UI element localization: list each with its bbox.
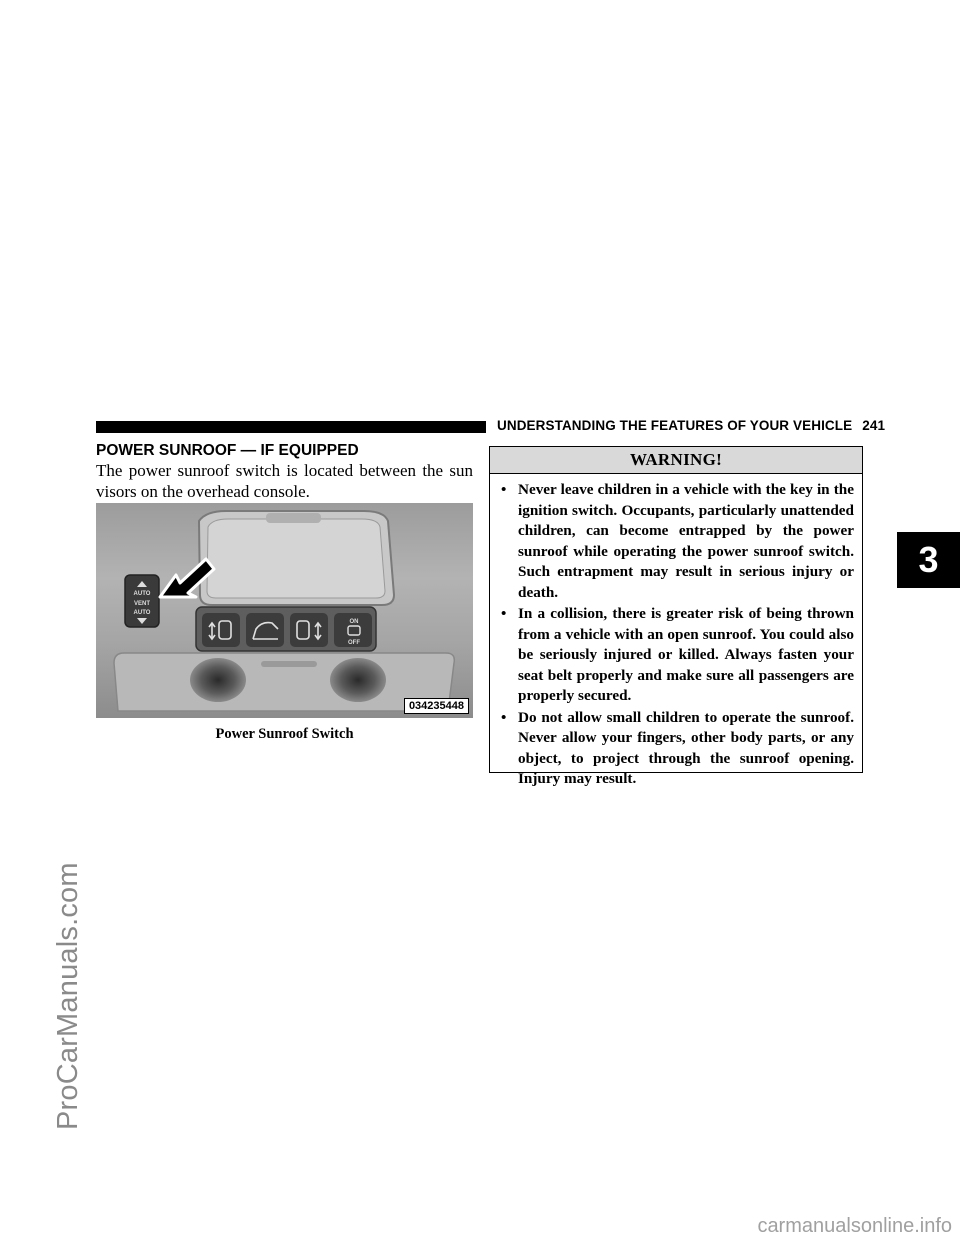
switch-label-middle: VENT [133, 601, 151, 607]
warning-item-text: Never leave children in a vehicle with the key in the ignition switch. Occupants, particularly unattended children, can become entrapped by the power sunroof while operating the power sunroof switch. Such entrapment may result in serious injury or death. [518, 481, 854, 601]
warning-item [501, 604, 854, 707]
overhead-console-photo [96, 503, 473, 718]
warning-item-text: In a collision, there is greater risk of being thrown from a vehicle with an open sunroof. You could also be seriously injured or killed. Always fasten your seat belt properly and make sure all passengers are properly secured. [518, 605, 854, 704]
warning-box [489, 446, 863, 787]
page-number: 241 [862, 418, 886, 433]
switch-label-bottom: AUTO [133, 610, 151, 616]
bullet-icon: • [501, 605, 507, 622]
dome-off-label: OFF [348, 640, 360, 646]
warning-item [501, 708, 854, 790]
figure-caption: Power Sunroof Switch [215, 726, 354, 742]
overhead-console-illustration [96, 503, 473, 718]
bullet-icon: • [501, 481, 507, 498]
section-title: POWER SUNROOF — IF EQUIPPED [96, 442, 359, 459]
warning-item [501, 480, 854, 603]
chapter-tab: 3 [897, 532, 960, 588]
dome-on-label: ON [349, 619, 359, 625]
header-title: UNDERSTANDING THE FEATURES OF YOUR VEHICLE [497, 418, 853, 433]
watermark-carmanualsonline: carmanualsonline.info [757, 1215, 952, 1237]
image-id-label: 034235448 [404, 698, 469, 714]
bullet-icon: • [501, 708, 507, 726]
running-header [497, 418, 885, 433]
warning-heading: WARNING! [490, 447, 862, 474]
header-rule [96, 421, 486, 433]
warning-item-text: Do not allow small children to operate the sunroof. Never allow your fingers, other body parts, or any object, to project through the sunroof opening. Injury may result. [518, 708, 854, 787]
intro-paragraph: The power sunroof switch is located between the sun visors on the overhead console. [96, 461, 473, 501]
watermark-procarmanuals: ProCarManuals.com [52, 862, 84, 1130]
warning-list [490, 474, 862, 790]
switch-label-top: AUTO [133, 591, 151, 597]
